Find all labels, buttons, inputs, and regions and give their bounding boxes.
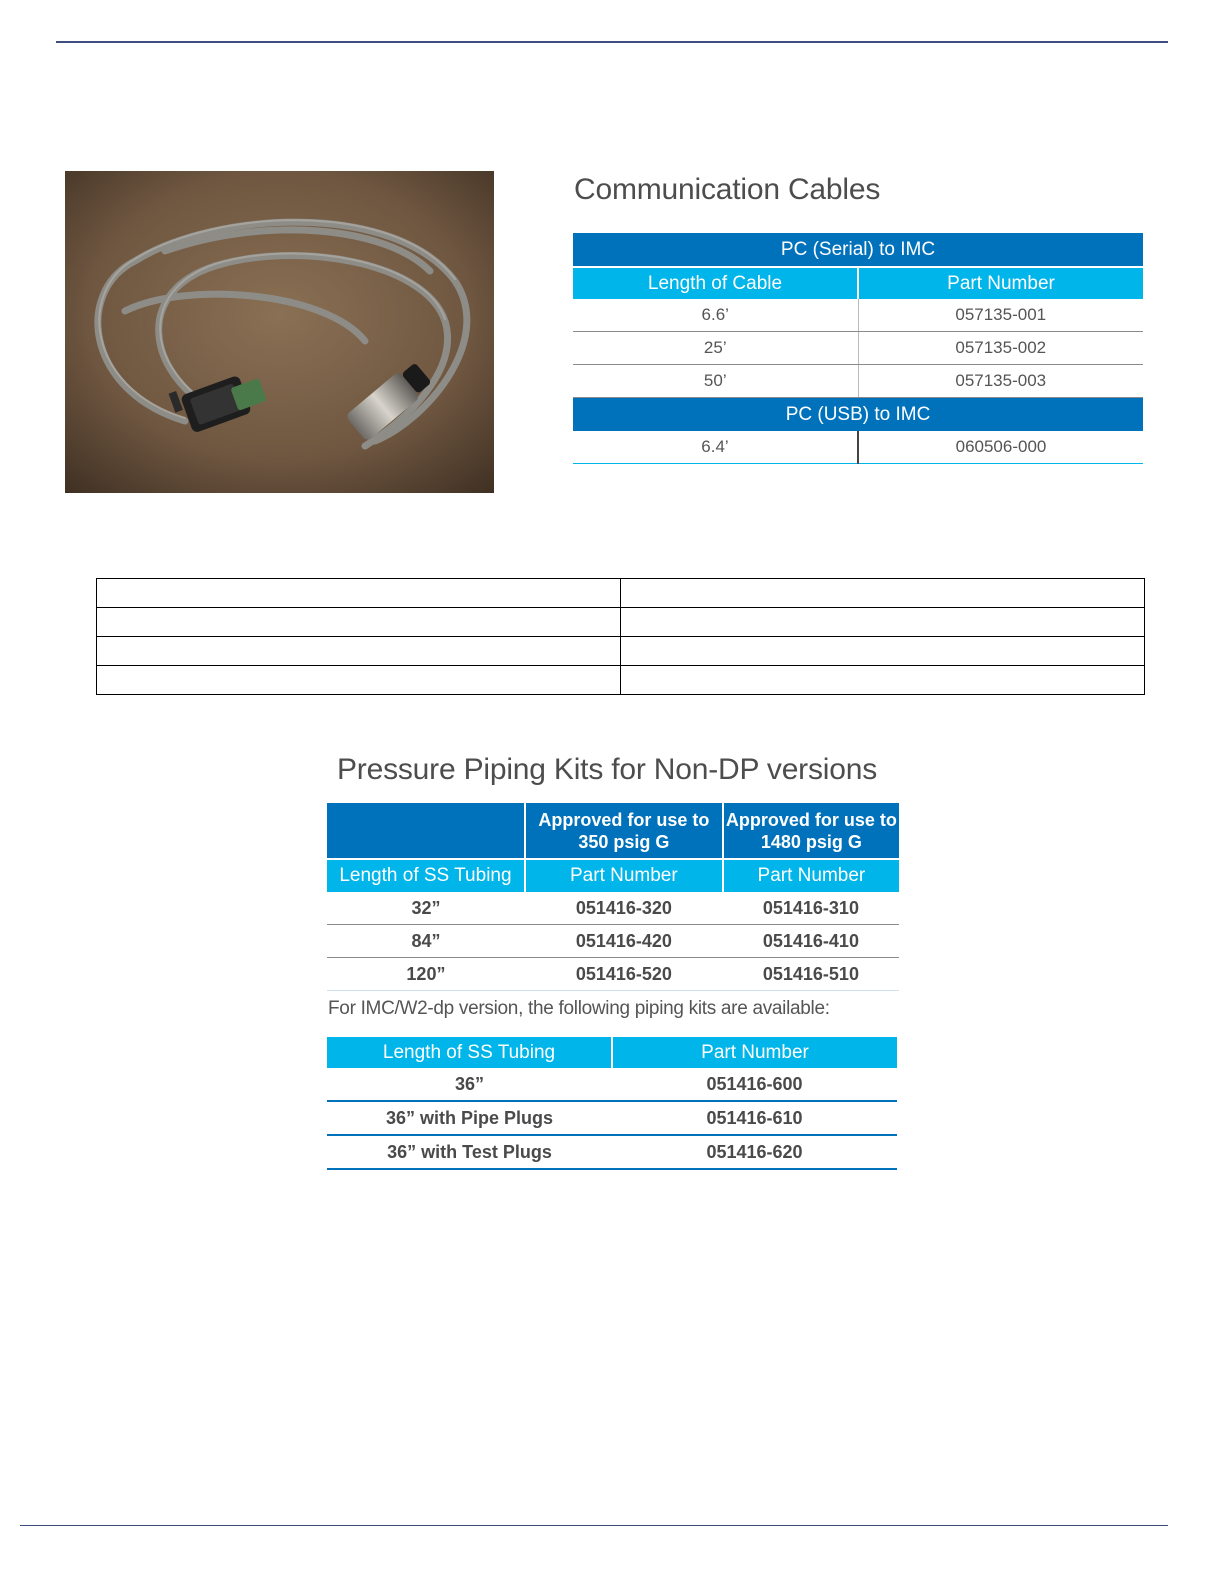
part-number-350: 051416-320 [525, 892, 723, 925]
table-cell [621, 666, 1145, 695]
part-number-350: 051416-520 [525, 958, 723, 991]
table-cell [97, 608, 621, 637]
cable-part-number: 057135-001 [858, 299, 1143, 332]
comm-cables-table [573, 233, 1143, 464]
part-number-1480: 051416-410 [723, 925, 899, 958]
dp-piping-kits-table [327, 1037, 897, 1170]
footer-rule [20, 1525, 1168, 1526]
part-number-1480: 051416-510 [723, 958, 899, 991]
table-row [327, 958, 899, 991]
table-cell [97, 637, 621, 666]
table-row [97, 608, 1145, 637]
cable-length: 50’ [573, 365, 858, 398]
col-length-of-ss-tubing: Length of SS Tubing [327, 1037, 612, 1068]
col-length-of-ss-tubing: Length of SS Tubing [327, 859, 525, 892]
cable-length: 6.6’ [573, 299, 858, 332]
piping-kits-table [327, 803, 899, 991]
col-part-number: Part Number [612, 1037, 897, 1068]
empty-grid-table [96, 578, 1145, 695]
col-part-number: Part Number [858, 267, 1143, 299]
table-row [327, 1068, 897, 1101]
usb-section-header: PC (USB) to IMC [573, 398, 1143, 432]
cable-length: 25’ [573, 332, 858, 365]
tubing-length: 36” with Pipe Plugs [327, 1101, 612, 1135]
part-number: 051416-620 [612, 1135, 897, 1169]
table-row [573, 365, 1143, 398]
table-row [573, 332, 1143, 365]
cable-part-number: 057135-002 [858, 332, 1143, 365]
part-number: 051416-610 [612, 1101, 897, 1135]
table-row [573, 431, 1143, 464]
part-number-1480: 051416-310 [723, 892, 899, 925]
header-blank [327, 803, 525, 859]
comm-cables-title: Communication Cables [574, 173, 881, 206]
table-cell [621, 579, 1145, 608]
table-row [97, 579, 1145, 608]
tubing-length: 36” with Test Plugs [327, 1135, 612, 1169]
part-number: 051416-600 [612, 1068, 897, 1101]
header-350-psig: Approved for use to 350 psig G [525, 803, 723, 859]
tubing-length: 120” [327, 958, 525, 991]
serial-section-header: PC (Serial) to IMC [573, 233, 1143, 267]
cable-photo [65, 171, 494, 493]
table-cell [97, 579, 621, 608]
part-number-350: 051416-420 [525, 925, 723, 958]
col-part-number-350: Part Number [525, 859, 723, 892]
cable-part-number: 060506-000 [858, 431, 1143, 464]
dp-version-note: For IMC/W2-dp version, the following piping kits are available: [328, 998, 830, 1019]
tubing-length: 36” [327, 1068, 612, 1101]
table-cell [621, 608, 1145, 637]
table-row [327, 1135, 897, 1169]
table-row [327, 1101, 897, 1135]
table-row [573, 299, 1143, 332]
table-row [97, 637, 1145, 666]
header-1480-psig: Approved for use to 1480 psig G [723, 803, 899, 859]
cable-length: 6.4’ [573, 431, 858, 464]
table-row [327, 892, 899, 925]
table-row [327, 925, 899, 958]
col-part-number-1480: Part Number [723, 859, 899, 892]
piping-kits-title: Pressure Piping Kits for Non-DP versions [337, 753, 877, 786]
tubing-length: 84” [327, 925, 525, 958]
header-rule [56, 41, 1168, 43]
col-length-of-cable: Length of Cable [573, 267, 858, 299]
tubing-length: 32” [327, 892, 525, 925]
table-cell [97, 666, 621, 695]
table-row [97, 666, 1145, 695]
table-cell [621, 637, 1145, 666]
cable-part-number: 057135-003 [858, 365, 1143, 398]
